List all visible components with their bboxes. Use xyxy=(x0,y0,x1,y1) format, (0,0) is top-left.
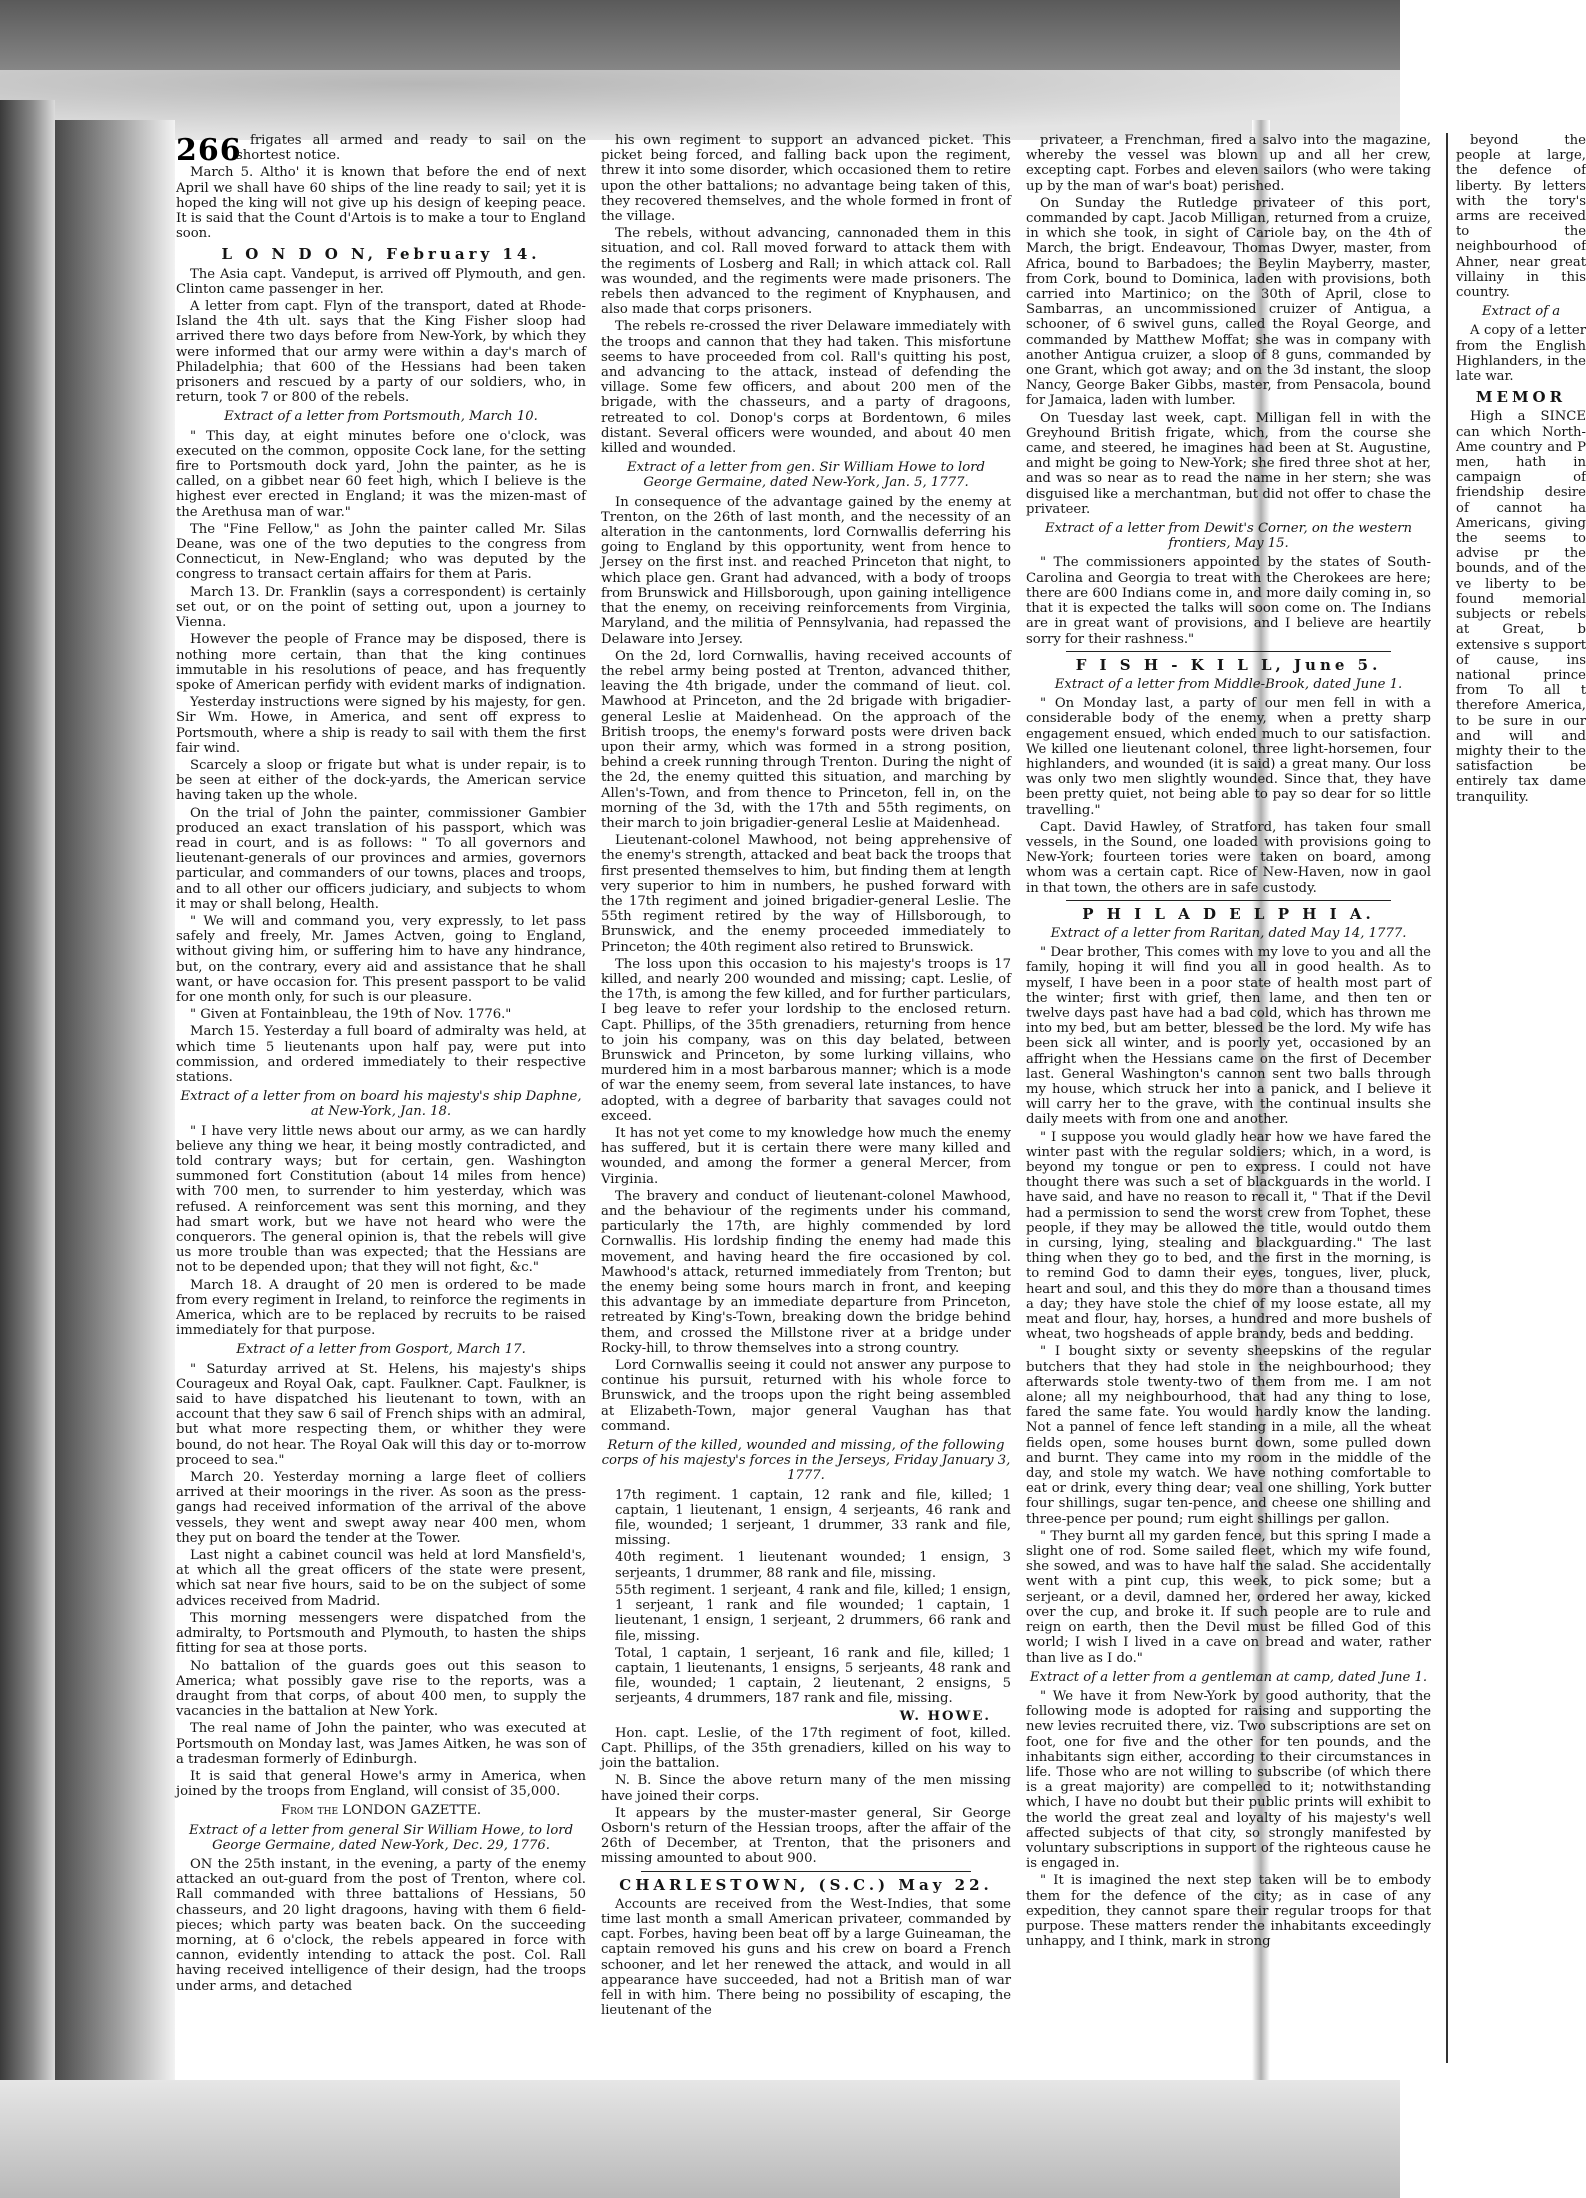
extract-heading: Extract of a letter from on board his majesty's ship Daphne, at New-York, Jan. 18. xyxy=(180,1089,582,1120)
return-heading: Return of the killed, wounded and missing, of the following corps of his majesty's forces in the Jerseys, Friday January 3, 1777. xyxy=(601,1438,1011,1484)
paragraph: Lord Cornwallis seeing it could not answer any purpose to continue his pursuit, returned with his whole force to Brunswick, and the troops upon the right being assembled at Elizabeth-Town, major general Vaughan has that command. xyxy=(601,1358,1011,1434)
paragraph: The Asia capt. Vandeput, is arrived off Plymouth, and gen. Clinton came passenger in her. xyxy=(176,266,586,297)
paragraph: A copy of a letter from the English Highlanders, in the late war. xyxy=(1456,323,1586,385)
paragraph: It has not yet come to my knowledge how much the enemy has suffered, but it is certain there were many killed and wounded, and among the former a general Mercer, from Virginia. xyxy=(601,1126,1011,1187)
paragraph: The bravery and conduct of lieutenant-colonel Mawhood, and the behaviour of the regiments under his command, particularly the 17th, are highly commended by lord Cornwallis. His lordship finding the enemy had made this movement, and having heard the fire occasioned by col. Mawhood's attack, returned immediately from Trenton; but the enemy being some hours march in front, and keeping this advantage by an immediate departure from Princeton, retreated by King's-Town, breaking down the bridge behind them, and crossed the Millstone river at a bridge under Rocky-hill, to throw themselves into a strong country. xyxy=(601,1188,1011,1356)
section-heading: From the LONDON GAZETTE. xyxy=(280,1803,482,1819)
paragraph: " I suppose you would gladly hear how we have fared the winter past with the regular soldiers; which, in a word, is beyond my tongue or pen to express. I could not have thought there was such a set of blackguards in the world. I have said, and have no reason to recall it, " That if the Devil had a permission to send the worst crew from Tophet, these people, if they may be allowed the title, would outdo them in cursing, lying, stealing and blackguarding." The last thing when they go to bed, and the first in the morning, is to remind God to damn their eyes, tongues, liver, pluck, heart and soul, and this they do more than a thousand times a day; they have stole the chief of my loose estate, all my meat and flour, hay, horses, a hundred and more bushels of wheat, two hogsheads of apple brandy, beds and bedding. xyxy=(1026,1129,1431,1343)
paragraph: Scarcely a sloop or frigate but what is under repair, is to be seen at either of the dock-yards, the American service having taken up the whole. xyxy=(176,757,586,804)
extract-heading: Extract of a letter from gen. Sir William Howe to lord George Germaine, dated New-York, Jan. 5, 1777. xyxy=(627,460,985,491)
paragraph: " I bought sixty or seventy sheepskins of the regular butchers that they had stole in the neighbourhood; they afterwards stole twenty-two of them from me. I am not alone; all my neighbourhood, that had any thing to lose, fared the same fate. You would hardly know the landing. Not a pannel of fence left standing in a mile, all the wheat fields open, some houses burnt down, some pulled down and burnt. They came into my room in the middle of the day, and stole my watch. We have nothing comfortable to eat or drink, every thing dear; veal one shilling, York butter four shillings, sugar ten-pence, and cheese one shilling and three-pence per pound; rum eight shillings per gallon. xyxy=(1026,1344,1431,1527)
paragraph: This morning messengers were dispatched from the admiralty, to Portsmouth and Plymouth, to hasten the ships fitting for sea at those ports. xyxy=(176,1610,586,1657)
left-margin-shadow xyxy=(55,120,175,2080)
paragraph: " We have it from New-York by good authority, that the following mode is adopted for raising and supporting the new levies recruited there, viz. Two subscriptions are set on foot, one for five and the other for ten pounds, and the inhabitants sign either, according to their circumstances in life. Those who are not willing to subscribe (of which there is a great majority) are compelled to it; notwithstanding which, I have no doubt but their public prints will exhibit to the world the great zeal and loyalty of his majesty's well affected subjects of that city, so strongly manifested by voluntary subscriptions in support of the righteous cause he is engaged in. xyxy=(1026,1688,1431,1872)
paragraph: ON the 25th instant, in the evening, a party of the enemy attacked an out-guard from the post of Trenton, where col. Rall commanded with three battalions of Hessians, 50 chasseurs, and 20 light dragoons, having with them 6 field-pieces; which party was beaten back. On the succeeding morning, at 6 o'clock, the rebels appeared in force with cannon, evidently intending to attack the post. Col. Rall having received intelligence of their design, had the troops under arms, and detached xyxy=(176,1856,586,1994)
paragraph: It appears by the muster-master general, Sir George Osborn's return of the Hessian troops, after the affair of the 26th of December, at Trenton, that the prisoners and missing amounted to about 900. xyxy=(601,1805,1011,1867)
paragraph: March 5. Altho' it is known that before the end of next April we shall have 60 ships of the line ready to sail; yet it is hoped the king will not give up his design of keeping peace. It is said that the Count d'Artois is to make a tour to England soon. xyxy=(176,165,586,242)
divider xyxy=(1066,651,1391,652)
paragraph: " On Monday last, a party of our men fell in with a considerable body of the enemy, when a pretty sharp engagement ensued, which ended much to our satisfaction. We killed one lieutenant colonel, three light-horsemen, four highlanders, and wounded (it is said) a great many. Our loss was only two men slightly wounded. Since that, they have been pretty quiet, not being able to pay so dear for so little travelling." xyxy=(1026,696,1431,818)
paragraph: High a SINCE can which North-Ame country and P men, hath in campaign of friendship desire of cannot ha Americans, giving the seems to advise pr the bounds, and of the ve liberty to be found memorial subjects or rebels at Great, b extensive s support of cause, ins national prince from To all t therefore America, to be sure in our and will and mighty their to the satisfaction be entirely tax dame tranquility. xyxy=(1456,409,1586,805)
section-heading: MEMOR xyxy=(1475,388,1567,407)
paragraph: his own regiment to support an advanced picket. This picket being forced, and falling back upon the regiment, threw it into some disorder, which occasioned them to retire upon the other battalions; no advantage being taken of this, they recovered themselves, and the whole formed in front of the village. xyxy=(601,133,1011,225)
paragraph: " The commissioners appointed by the states of South-Carolina and Georgia to treat with the Cherokees are here; there are 600 Indians come in, and more daily coming in, so that it is expected the talks will soon come on. The Indians are in great want of provisions, and I believe are heartily sorry for their rashness." xyxy=(1026,555,1431,647)
return-entry: Total, 1 captain, 1 serjeant, 16 rank and file, killed; 1 captain, 1 lieutenants, 1 ensigns, 5 serjeants, 48 rank and file, wounded; 1 captain, 2 lieutenant, 2 ensigns, 5 serjeants, 4 drummers, 187 rank and file, missing. xyxy=(615,1645,1011,1707)
paragraph: " Saturday arrived at St. Helens, his majesty's ships Courageux and Royal Oak, capt. Faulkner. Capt. Faulkner, is said to have dispatched his lieutenant to town, with an account that they saw 6 sail of French ships with an admiral, but what more respecting them, or whither they were bound, do not hear. The Royal Oak will this day or to-morrow proceed to sea." xyxy=(176,1361,586,1468)
newspaper-page xyxy=(176,133,1586,2073)
column-3 xyxy=(1026,133,1431,2063)
paragraph: " It is imagined the next step taken will be to embody them for the defence of the city; as in case of any expedition, they cannot spare their regular troops for that purpose. These matters render the inhabitants exceedingly unhappy, and I think, mark in strong xyxy=(1026,1873,1431,1950)
extract-heading: Extract of a letter from general Sir William Howe, to lord George Germaine, dated New-York, Dec. 29, 1776. xyxy=(188,1822,574,1853)
paragraph: The "Fine Fellow," as John the painter called Mr. Silas Deane, was one of the two deputies to the congress from Connecticut, in New-England; who was deputed by the congress to transact certain affairs for them at Paris. xyxy=(176,521,586,583)
paragraph: On Tuesday last week, capt. Milligan fell in with the Greyhound British frigate, which, from the course she came, and steered, he imagines had been at St. Augustine, and might be going to New-York; she fired three shot at her, and was so near as to read the name in her stern; she was disguised like a merchantman, but did not offer to chase the privateer. xyxy=(1026,410,1431,517)
paragraph: March 15. Yesterday a full board of admiralty was held, at which time 5 lieutenants upon half pay, were put into commission, and ordered immediately to their respective stations. xyxy=(176,1024,586,1085)
return-entry: 17th regiment. 1 captain, 12 rank and file, killed; 1 captain, 1 lieutenant, 1 ensign, 4 serjeants, 46 rank and file, wounded; 1 serjeant, 1 drummer, 33 rank and file, missing. xyxy=(615,1487,1011,1549)
paragraph: On the 2d, lord Cornwallis, having received accounts of the rebel army being posted at Trenton, advanced thither, leaving the 4th brigade, under the command of lieut. col. Mawhood at Princeton, and the 2d brigade with brigadier-general Leslie at Maidenhead. On the approach of the British troops, the enemy's forward posts were driven back upon their army, which was formed in a strong position, behind a creek running through Trenton. During the night of the 2d, the enemy quitted this situation, and marching by Allen's-Town, and from thence to Princeton, fell in, on the morning of the 3d, with the 17th and 55th regiments, on their march to join brigadier-general Leslie at Maidenhead. xyxy=(601,648,1011,831)
column-1 xyxy=(176,133,586,2063)
paragraph: Lieutenant-colonel Mawhood, not being apprehensive of the enemy's strength, attacked and beat back the troops that first presented themselves to him, but finding them at length very superior to him in numbers, he pushed forward with the 17th regiment and joined brigadier-general Leslie. The 55th regiment retired by the way of Hillsborough, to Brunswick, and the enemy proceeded immediately to Princeton; the 40th regiment also retired to Brunswick. xyxy=(601,833,1011,955)
paragraph: March 13. Dr. Franklin (says a correspondent) is certainly set out, or on the point of setting out, upon a journey to Vienna. xyxy=(176,584,586,631)
paragraph: Capt. David Hawley, of Stratford, has taken four small vessels, in the Sound, one loaded with provisions going to New-York; fourteen tories were taken on board, among whom was a certain capt. Rice of New-Haven, now in gaol in that town, the others are in safe custody. xyxy=(1026,819,1431,896)
extract-heading: Extract of a letter from Middle-Brook, dated June 1. xyxy=(1054,676,1403,692)
page-number: 266 xyxy=(176,133,242,168)
paragraph: " Dear brother, This comes with my love to you and all the family, hoping it will find you all in good health. As to myself, I have been in a poor state of health most part of the winter; first with grief, then lame, and then ten or twelve days past have had a bad cold, which has thrown me into my bed, but am better, blessed be the lord. My wife has been sick all winter, and is poorly yet, occasioned by an affright when the Hessians came on the first of December last. General Washington's cannon sent two balls through my house, which struck her into a panick, and I believe it will carry her to the grave, with the continual insults she daily meets with from one and another. xyxy=(1026,945,1431,1128)
dateline-charlestown: CHARLESTOWN, (S.C.) May 22. xyxy=(619,1875,993,1894)
paragraph: In consequence of the advantage gained by the enemy at Trenton, on the 26th of last month, and the necessity of an alteration in the cantonments, lord Cornwallis deferring his going to England by this opportunity, went from hence to Jersey on the first inst. and reached Princeton that night, to which place gen. Grant had advanced, with a body of troops from Brunswick and Hillsborough, upon gaining intelligence that the enemy, on receiving reinforcements from Virginia, Maryland, and the militia of Pennsylvania, had repassed the Delaware into Jersey. xyxy=(601,494,1011,647)
paragraph: Last night a cabinet council was held at lord Mansfield's, at which all the great officers of the state were present, which sat near five hours, said to be on the subject of some advices received from Madrid. xyxy=(176,1548,586,1609)
paragraph: beyond the people at large, the defence of liberty. By letters with the tory's arms are received to the neighbourhood of Ahner, near great villainy in this country. xyxy=(1456,133,1586,301)
bottom-shadow xyxy=(0,2080,1400,2198)
paragraph: March 18. A draught of 20 men is ordered to be made from every regiment in Ireland, to reinforce the regiments in America, which are to be replaced by recruits to be raised immediately for that purpose. xyxy=(176,1277,586,1339)
paragraph: It is said that general Howe's army in America, when joined by the troops from England, will consist of 35,000. xyxy=(176,1768,586,1800)
column-2 xyxy=(601,133,1011,2063)
extract-heading: Extract of a xyxy=(1481,304,1561,320)
dateline-philadelphia: P H I L A D E L P H I A. xyxy=(1082,904,1375,923)
paragraph: March 20. Yesterday morning a large fleet of colliers arrived at their moorings in the river. As soon as the press-gangs had received information of the arrival of the above vessels, they went and swept away near 400 men, whom they put on board the tender at the Tower. xyxy=(176,1470,586,1546)
paragraph: " They burnt all my garden fence, but this spring I made a slight one of rod. Some sailed fleet, which my wife found, she sowed, and was to have half the salad. She accidentally went with a pint cup, this week, to pick some; but a serjeant, or a devil, damned her, ordered her away, kicked over the cup, and broke it. If such people are to rule and reign on earth, then the Devil must be filled God of this world; I wish I lived in a cave on bread and water, rather than live as I do." xyxy=(1026,1528,1431,1666)
paragraph: privateer, a Frenchman, fired a salvo into the magazine, whereby the vessel was blown up and all her crew, excepting capt. Forbes and eleven sailors (who were taking up by the man of war's boat) perished. xyxy=(1026,133,1431,194)
paragraph: Accounts are received from the West-Indies, that some time last month a small American privateer, commanded by capt. Forbes, having been beat off by a large Guineaman, the captain removed his guns and his crew on board a French schooner, and let her renewed the attack, and would in all appearance have succeeded, had not a British man of war fell in with him. There being no possibility of escaping, the lieutenant of the xyxy=(601,1896,1011,2019)
paragraph: The rebels re-crossed the river Delaware immediately with the troops and cannon that they had taken. This misfortune seems to have proceeded from col. Rall's quitting his post, and advancing to the attack, instead of defending the village. Some few officers, and about 200 men of the brigade, with the chasseurs, and a party of dragoons, retreated to col. Donop's corps at Bordentown, 6 miles distant. Several officers were wounded, and about 40 men killed and wounded. xyxy=(601,319,1011,457)
paper-edge xyxy=(0,70,1400,140)
top-binding-shadow xyxy=(0,0,1400,140)
paragraph: " I have very little news about our army, as we can hardly believe any thing we hear, it being mostly contradicted, and told contrary ways; but for certain, gen. Washington summoned fort Constitution (about 14 miles from hence) with 700 men, to surrender to him yesterday, which was refused. A reinforcement was sent this morning, and they had smart work, but we have not heard who were the conquerors. The general opinion is, that the rebels will give us more trouble than was expected; that the Hessians are not to be depended upon; that they will not fight, &c." xyxy=(176,1123,586,1276)
dateline-london: L O N D O N, February 14. xyxy=(221,245,541,264)
dateline-fishkill: F I S H - K I L L, June 5. xyxy=(1075,655,1382,674)
column-4-cropped xyxy=(1446,133,1586,2063)
paragraph: " Given at Fontainbleau, the 19th of Nov. 1776." xyxy=(190,1007,512,1023)
paragraph: A letter from capt. Flyn of the transport, dated at Rhode-Island the 4th ult. says that the King Fisher sloop had arrived there two days before from New-York, by which they were informed that our army were within a day's march of Philadelphia; that 600 of the Hessians had been taken prisoners and rescued by a party of our soldiers, who, in return, took 7 or 800 of the rebels. xyxy=(176,299,586,406)
paragraph: The real name of John the painter, who was executed at Portsmouth on Monday last, was James Aitken, he was son of a tradesman formerly of Edinburgh. xyxy=(176,1721,586,1767)
signature: W. HOWE. xyxy=(899,1708,991,1724)
paragraph: Yesterday instructions were signed by his majesty, for gen. Sir Wm. Howe, in America, and sent off express to Portsmouth, where a ship is ready to sail with them the first fair wind. xyxy=(176,695,586,756)
paragraph: " This day, at eight minutes before one o'clock, was executed on the common, opposite Cock lane, for the setting fire to Portsmouth dock yard, John the painter, as he is called, on a gibbet near 60 feet high, which I believe is the highest ever erected in England; it was the mizen-mast of the Arethusa man of war." xyxy=(176,428,586,520)
return-entry: 40th regiment. 1 lieutenant wounded; 1 ensign, 3 serjeants, 1 drummer, 88 rank and file, missing. xyxy=(615,1550,1011,1581)
extract-heading: Extract of a letter from Raritan, dated May 14, 1777. xyxy=(1050,925,1407,941)
divider xyxy=(641,1871,971,1872)
paragraph: Hon. capt. Leslie, of the 17th regiment of foot, killed. Capt. Phillips, of the 35th grenadiers, killed on his way to join the battalion. xyxy=(601,1725,1011,1772)
divider xyxy=(1066,900,1391,901)
paragraph: The rebels, without advancing, cannonaded them in this situation, and col. Rall moved forward to attack them with the regiments of Losberg and Rall; in which attack col. Rall was wounded, and the regiments were made prisoners. The rebels then advanced to the regiment of Knyphausen, and also made that corps prisoners. xyxy=(601,226,1011,318)
extract-heading: Extract of a letter from Dewit's Corner, on the western frontiers, May 15. xyxy=(1044,521,1413,552)
paragraph: On Sunday the Rutledge privateer of this port, commanded by capt. Jacob Milligan, returned from a cruize, in which she took, in sight of Cariole bay, on the 4th of March, the brigt. Endeavour, Thomas Dwyer, master, from Africa, bound to Barbadoes; the Beylin Mayberry, master, from Cork, bound to Dominica, laden with provisions, both carried into Martinico; on the 30th of April, close to Sambarras, an uncommissioned cruizer of Antigua, a schooner, of 6 swivel guns, called the Royal George, and commanded by Matthew Moffat; she was in company with another Antigua cruizer, a sloop of 8 guns, commanded by one Grant, which got away; and on the 3d instant, the sloop Nancy, George Baker Gibbs, master, from Pensacola, bound for Jamaica, laden with lumber. xyxy=(1026,195,1431,409)
paragraph: No battalion of the guards goes out this season to America; what possibly gave rise to the reports, was a draught from that corps, of about 400 men, to supply the vacancies in the battalion at New York. xyxy=(176,1658,586,1720)
paragraph: The loss upon this occasion to his majesty's troops is 17 killed, and nearly 200 wounded and missing; capt. Leslie, of the 17th, is among the few killed, and for further particulars, I beg leave to refer your lordship to the enclosed return. Capt. Phillips, of the 35th grenadiers, returning from hence to join his company, was on this day belated, between Brunswick and Princeton, by some lurking villains, who murdered him in a most barbarous manner; which is a mode of war the enemy seem, from several late instances, to have adopted, with a degree of barbarity that savages could not exceed. xyxy=(601,956,1012,1124)
return-entry: 55th regiment. 1 serjeant, 4 rank and file, killed; 1 ensign, 1 serjeant, 1 rank and file wounded; 1 captain, 1 lieutenant, 1 ensign, 1 serjeant, 2 drummers, 66 rank and file, missing. xyxy=(615,1582,1011,1644)
extract-heading: Extract of a letter from a gentleman at camp, dated June 1. xyxy=(1029,1669,1428,1685)
paragraph: On the trial of John the painter, commissioner Gambier produced an exact translation of his passport, which was read in court, and is as follows: " To all governors and lieutenant-generals of our provinces and armies, governors particular, and commanders of our towns, places and troops, and to all other our officers judiciary, and subjects to whom it may or shall belong, Health. xyxy=(176,805,586,912)
extract-heading: Extract of a letter from Gosport, March 17. xyxy=(236,1342,526,1358)
paragraph: " We will and command you, very expressly, to let pass safely and freely, Mr. James Actven, going to England, without giving him, or suffering him to have any hindrance, but, on the contrary, every aid and assistance that he shall want, or have occasion for. This present passport to be valid for one month only, for such is our pleasure. xyxy=(176,913,586,1005)
paragraph: However the people of France may be disposed, there is nothing more certain, than that the king continues immutable in his resolutions of peace, and has frequently spoke of American perfidy with evident marks of indignation. xyxy=(176,632,587,693)
paragraph: N. B. Since the above return many of the men missing have joined their corps. xyxy=(601,1773,1011,1804)
book-spine xyxy=(0,100,55,2100)
extract-heading: Extract of a letter from Portsmouth, March 10. xyxy=(224,409,538,425)
paragraph: frigates all armed and ready to sail on the shortest notice. xyxy=(236,133,586,164)
